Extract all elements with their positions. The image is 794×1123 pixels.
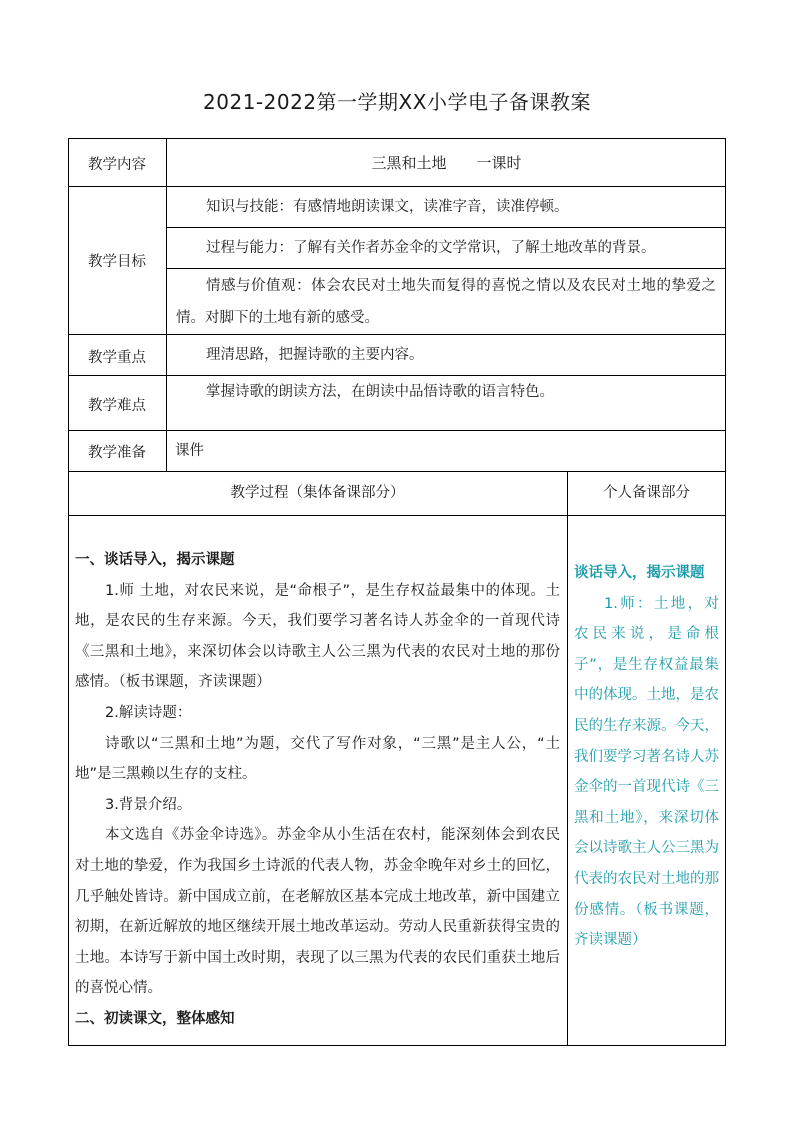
key-point-value: 理清思路，把握诗歌的主要内容。 [206,347,424,363]
paragraph: 诗歌以“三黑和土地”为题，交代了写作对象，“三黑”是主人公，“土地”是三黑赖以生存的支柱。 [75,735,560,783]
paragraph: 3.背景介绍。 [105,796,192,813]
goal-text: 过程与能力：了解有关作者苏金伞的文学常识，了解土地改革的背景。 [206,240,656,256]
goals-label: 教学目标 [88,254,146,270]
teaching-process [75,545,560,1035]
difficulty-value: 掌握诗歌的朗读方法，在朗读中品悟诗歌的语言特色。 [206,384,554,400]
content-value: 三黑和土地 一课时 [371,154,522,172]
column-divider [166,138,167,471]
key-point-label: 教学重点 [88,350,146,366]
personal-header: 个人备课部分 [603,485,690,501]
column-divider [567,471,568,1046]
preparation-value: 课件 [175,443,204,459]
goal-ability [176,232,716,264]
personal-notes [574,558,719,956]
section-heading: 一、谈话导入，揭示课题 [75,552,235,568]
goal-knowledge [176,191,716,223]
paragraph: 2.解读诗题： [105,704,192,721]
section-heading: 二、初读课文，整体感知 [75,1010,235,1027]
preparation-label: 教学准备 [88,445,146,461]
goal-text: 知识与技能：有感情地朗读课文，读准字音，读准停顿。 [206,199,569,215]
content-label: 教学内容 [88,157,146,173]
paragraph: 本文选自《苏金伞诗选》。苏金伞从小生活在农村，能深刻体会到农民对土地的挚爱，作为我国乡土诗派的代表人物，苏金伞晚年对乡土的回忆，几乎触处皆诗。新中国成立前，在老解放区基本完成土地改革，新中国建立初期，在新近解放的地区继续开展土地改革运动。劳动人民重新获得宝贵的土地。本诗写于新中国土改时期，表现了以三黑为代表的农民们重获土地后的喜悦心情。 [75,827,560,997]
paragraph: 1.师 土地，对农民来说，是“命根子”，是生存权益最集中的体现。土地，是农民的生存来源。今天，我们要学习著名诗人苏金伞的一首现代诗《三黑和土地》，来深切体会以诗歌主人公三黑为代表的农民对土地的那份感情。（板书课题，齐读课题） [75,582,560,691]
row-divider [167,268,726,269]
goal-text: 情感与价值观：体会农民对土地失而复得的喜悦之情以及农民对土地的挚爱之情。对脚下的土地有新的感受。 [176,278,716,326]
goal-emotion [176,270,716,334]
notes-paragraph: 1.师：土地，对农民来说，是命根子”，是生存权益最集中的体现。土地，是农民的生存来源。今天，我们要学习著名诗人苏金伞的一首现代诗《三黑和土地》，来深切体会以诗歌主人公三黑为代表的农民对土地的那份感情。（板书课题，齐读课题） [574,595,719,949]
notes-heading: 谈话导入，揭示课题 [574,565,705,581]
row-divider [68,471,726,472]
difficulty-label: 教学难点 [88,398,146,414]
row-divider [167,227,726,228]
row-divider [68,515,726,516]
process-header: 教学过程（集体备课部分） [230,485,405,501]
page-title: 2021-2022第一学期XX小学电子备课教案 [203,90,591,114]
